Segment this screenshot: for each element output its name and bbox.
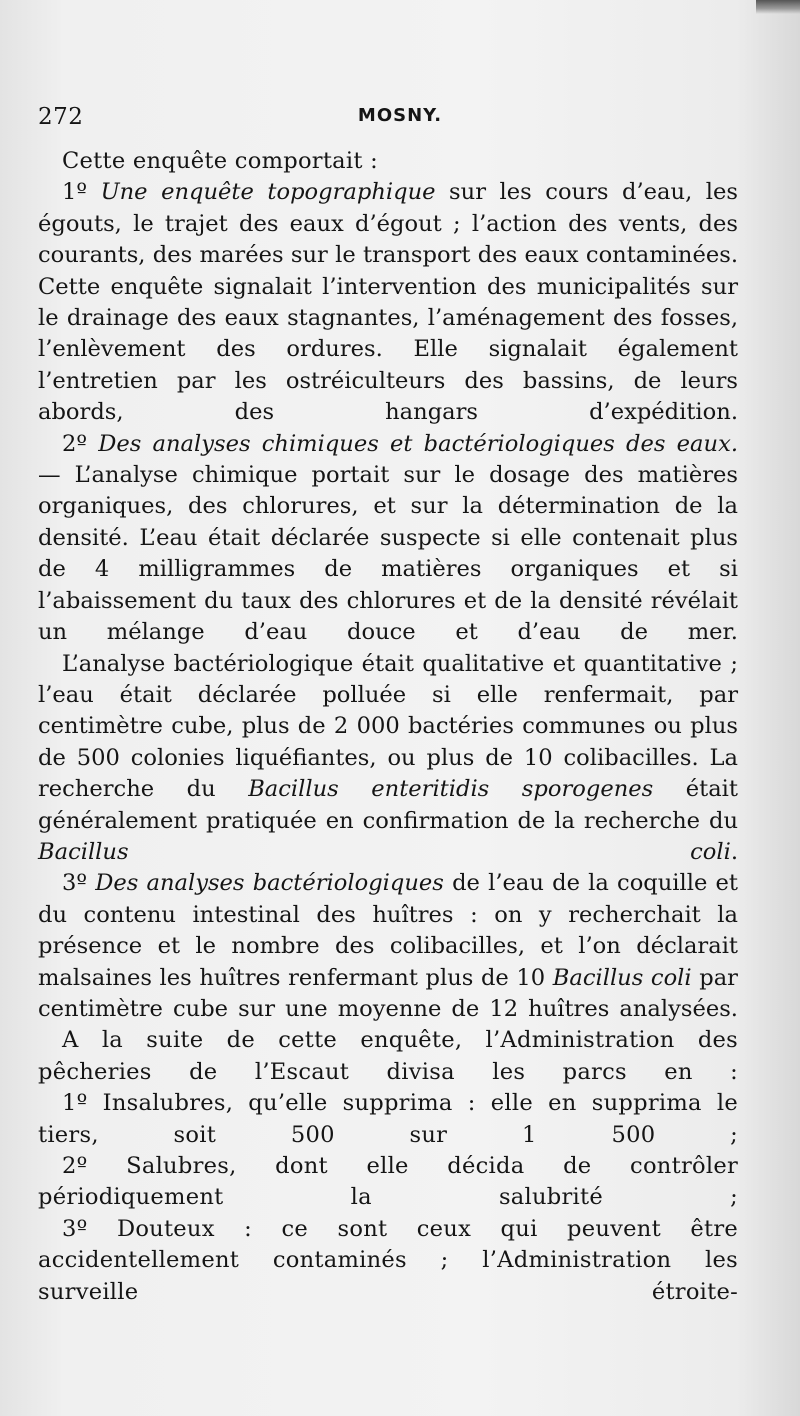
italic-run: Bacillus enteritidis sporogenes [248, 776, 654, 803]
italic-run: Bacillus coli [38, 838, 731, 865]
body-text [38, 146, 738, 1308]
text-run: 3º Douteux : ce sont ceux qui peuvent être accidentellement contaminés ; l’Administration les surveille étroite- [38, 1215, 738, 1305]
paragraph [38, 1088, 738, 1151]
paragraph [38, 146, 738, 177]
page-number: 272 [38, 104, 84, 130]
italic-run: Des analyses chimiques et bactériologiques des eaux. [98, 430, 739, 457]
text-run: — L’analyse chimique portait sur le dosage des matières organiques, des chlorures, et sur la détermination de la densité. L’eau était déclarée suspecte si elle contenait plus de 4 milligrammes de matières organiques et si l’abaissement du taux des chlorures et de la densité révélait un mélange d’eau douce et d’eau de mer. [38, 462, 738, 646]
text-run: Cette enquête comportait : [62, 148, 379, 174]
paragraph [38, 1151, 738, 1214]
text-run: 3º [62, 870, 96, 897]
text-run: 1º Insalubres, qu’elle supprima : elle en supprima le tiers, soit 500 sur 1 500 ; [38, 1090, 738, 1148]
text-run: de l’eau de la coquille et du contenu intestinal des huîtres : on y recherchait la présence et le nombre des colibacilles, et l’on déclarait malsaines les huîtres renfermant plus de 10 [38, 870, 739, 991]
paragraph [38, 649, 738, 869]
italic-run: Une enquête topographique [100, 179, 436, 206]
paragraph [38, 1214, 738, 1308]
text-run: 1º [62, 179, 101, 206]
text-run: L’analyse bactériologique était qualitative et quantitative ; l’eau était déclarée polluée si elle renfermait, par centimètre cube, plus de 2 000 bactéries communes ou plus de 500 colonies liquéfiantes, ou plus de 10 colibacilles. La recherche du [38, 650, 738, 803]
italic-run: Bacillus coli [552, 964, 692, 991]
running-head [38, 104, 762, 134]
text-run: 2º [62, 430, 99, 457]
page-edge-shadow [756, 0, 800, 14]
italic-run: Des analyses bactériologiques [95, 870, 444, 897]
paragraph [38, 429, 738, 649]
text-run: . [730, 838, 738, 865]
running-title: MOSNY. [357, 105, 443, 126]
text-run: par centimètre cube sur une moyenne de 12 huîtres analysées. [38, 964, 738, 1022]
text-run: était généralement pratiquée en confirmation de la recherche du [38, 776, 738, 834]
paragraph [38, 868, 738, 1025]
text-run: sur les cours d’eau, les égouts, le trajet des eaux d’égout ; l’action des vents, des courants, des marées sur le transport des eaux contaminées. Cette enquête signalait l’intervention des municipalités sur le drainage des eaux stagnantes, l’aménagement des fosses, l’enlèvement des ordures. Elle signalait également l’entretien par les ostréiculteurs des bassins, de leurs abords, des hangars d’expédition. [38, 179, 738, 426]
text-run: 2º Salubres, dont elle décida de contrôler périodiquement la salubrité ; [38, 1153, 738, 1211]
paragraph [38, 1025, 738, 1088]
text-run: A la suite de cette enquête, l’Administration des pêcheries de l’Escaut divisa les parcs en : [38, 1027, 738, 1085]
paragraph [38, 177, 738, 428]
